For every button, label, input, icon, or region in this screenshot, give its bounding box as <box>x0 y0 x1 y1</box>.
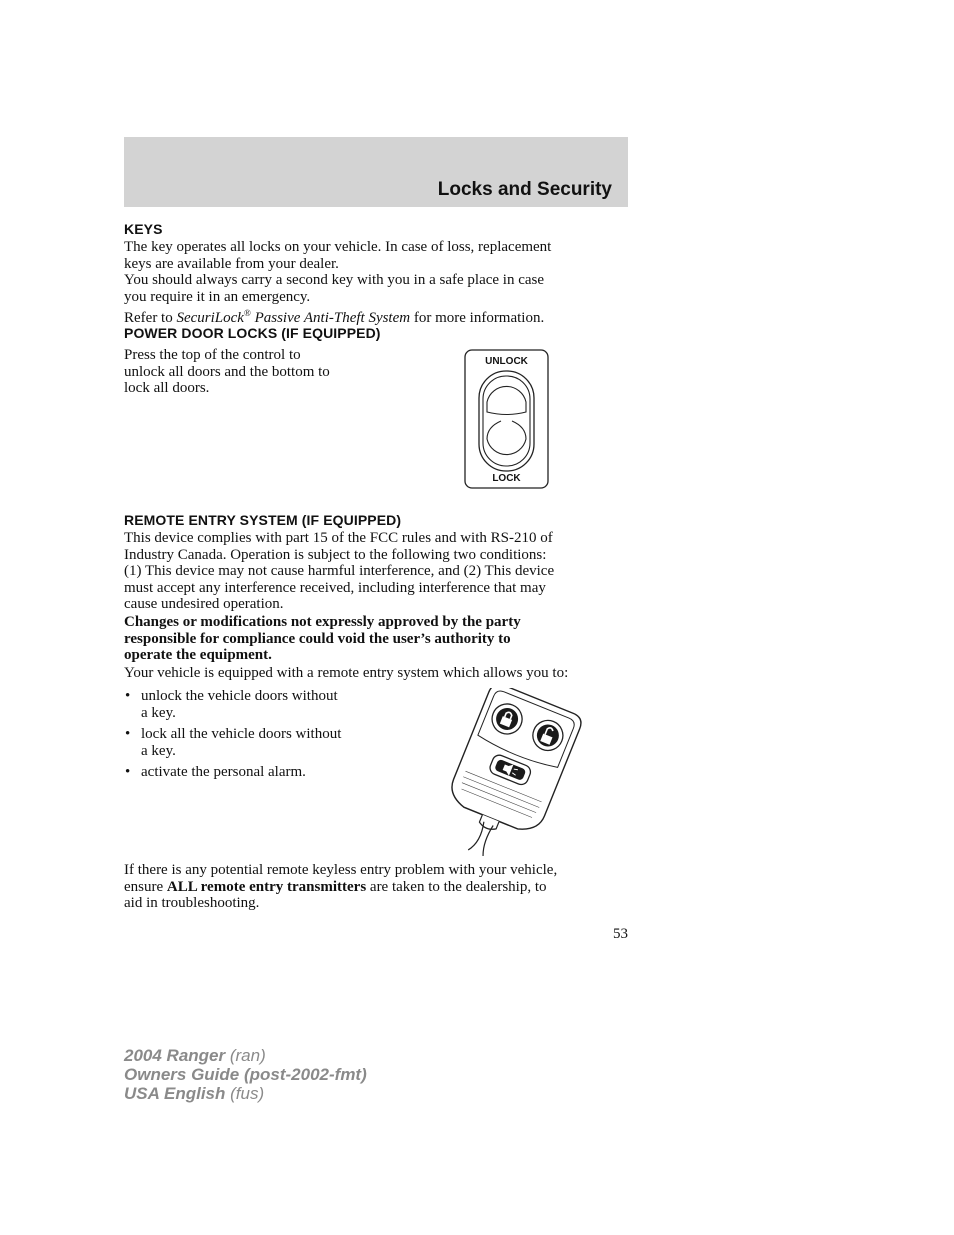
bullet-glyph: • <box>125 688 131 704</box>
page-number: 53 <box>613 926 628 942</box>
keys-heading: KEYS <box>124 221 163 237</box>
footer-language-code: (fus) <box>225 1084 265 1103</box>
warning-line3: operate the equipment. <box>124 647 272 663</box>
closing-paragraph <box>124 862 634 912</box>
closing-line1: If there is any potential remote keyless entry problem with your vehicle, <box>124 862 558 878</box>
closing-line2 <box>124 879 634 896</box>
door-lock-switch-illustration <box>464 349 550 490</box>
keys-body <box>124 239 628 327</box>
footer-line2 <box>124 1065 367 1084</box>
fcc-line2: Industry Canada. Operation is subject to the following two conditions: <box>124 546 547 563</box>
bullet-2-line2: a key. <box>141 742 176 759</box>
bullet-1-line2: a key. <box>141 704 176 721</box>
remote-features-list <box>124 688 394 786</box>
footer-language: USA English <box>124 1084 226 1103</box>
refer-prefix: Refer to <box>124 310 177 326</box>
document-footer <box>124 1046 367 1103</box>
fcc-line4: must accept any interference received, including interference that may <box>124 579 546 596</box>
power-locks-heading: POWER DOOR LOCKS (IF EQUIPPED) <box>124 325 381 341</box>
footer-guide: Owners Guide (post-2002-fmt) <box>124 1065 367 1084</box>
power-locks-line1: Press the top of the control to <box>124 347 301 363</box>
keys-p1-line1: The key operates all locks on your vehicle. In case of loss, replacement <box>124 239 552 255</box>
fcc-line1: This device complies with part 15 of the FCC rules and with RS-210 of <box>124 530 553 546</box>
list-item <box>124 726 394 759</box>
closing-prefix: ensure <box>124 878 167 895</box>
bullet-1-line1: unlock the vehicle doors without <box>141 688 338 704</box>
footer-model: 2004 Ranger <box>124 1046 226 1065</box>
remote-entry-intro: Your vehicle is equipped with a remote entry system which allows you to: <box>124 665 569 681</box>
power-locks-body <box>124 347 384 397</box>
keys-p2-line1: You should always carry a second key with you in a safe place in case <box>124 272 545 288</box>
keys-refer-line <box>124 305 628 327</box>
fcc-line5: cause undesired operation. <box>124 596 284 612</box>
fcc-line3: (1) This device may not cause harmful interference, and (2) This device <box>124 563 555 579</box>
warning-line2: responsible for compliance could void the user’s authority to <box>124 630 511 647</box>
unlock-label: UNLOCK <box>485 356 528 367</box>
bullet-2-line1: lock all the vehicle doors without <box>141 726 342 742</box>
closing-bold: ALL remote entry transmitters <box>166 878 367 895</box>
remote-entry-heading: REMOTE ENTRY SYSTEM (IF EQUIPPED) <box>124 512 402 528</box>
refer-tm: ® <box>243 308 251 318</box>
bullet-glyph: • <box>125 764 131 780</box>
power-locks-line3: lock all doors. <box>124 380 210 396</box>
closing-suffix: are taken to the dealership, to <box>366 878 547 895</box>
lock-label: LOCK <box>492 473 521 484</box>
refer-suffix: for more information. <box>410 310 545 326</box>
closing-line3: aid in troubleshooting. <box>124 895 260 911</box>
bullet-glyph: • <box>125 726 131 742</box>
refer-securilock: SecuriLock <box>176 310 244 326</box>
remote-entry-fcc <box>124 530 634 613</box>
footer-line3 <box>124 1084 367 1103</box>
keys-p1-line2: keys are available from your dealer. <box>124 255 339 272</box>
list-item <box>124 764 394 781</box>
keys-p2-line2: you require it in an emergency. <box>124 288 311 305</box>
power-locks-line2: unlock all doors and the bottom to <box>124 363 330 380</box>
remote-key-fob-illustration <box>440 688 582 856</box>
remote-entry-warning <box>124 614 634 664</box>
footer-model-code: (ran) <box>225 1046 266 1065</box>
list-item <box>124 688 394 721</box>
section-title: Locks and Security <box>437 179 612 200</box>
refer-pats: Passive Anti-Theft System <box>250 310 411 326</box>
footer-line1 <box>124 1046 367 1065</box>
warning-line1: Changes or modifications not expressly approved by the party <box>124 614 521 630</box>
section-header-band <box>124 137 628 207</box>
bullet-3-line1: activate the personal alarm. <box>141 764 306 780</box>
